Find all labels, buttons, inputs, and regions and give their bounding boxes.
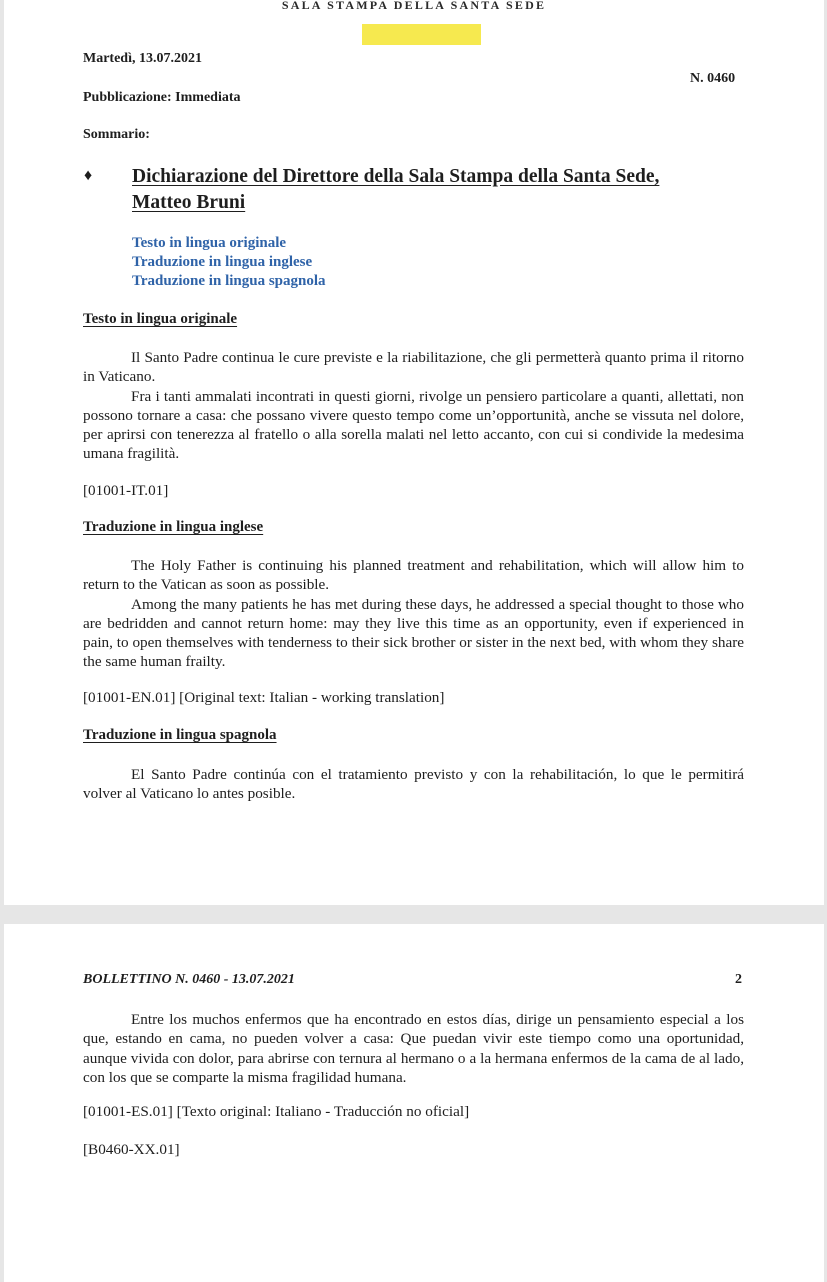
- bulletin-number: N. 0460: [690, 71, 736, 86]
- letterhead-title: SALA STAMPA DELLA SANTA SEDE: [281, 0, 547, 12]
- publication-status: Pubblicazione: Immediata: [83, 90, 241, 105]
- reference-code-english: [01001-EN.01] [Original text: Italian - working translation]: [83, 689, 445, 706]
- running-head: BOLLETTINO N. 0460 - 13.07.2021: [83, 972, 295, 987]
- bulletin-date: Martedì, 13.07.2021: [83, 51, 202, 66]
- document-page-2: [4, 924, 824, 1282]
- paragraph: Fra i tanti ammalati incontrati in questi giorni, rivolge un pensiero particolare a quanti, allettati, non possono tornare a casa: che possano vivere questo tempo come un’opportunità, anche se vissuta nel dolore, per aprirsi con tenerezza al fratello o alla sorella malati nel letto accanto, con cui si condivide la medesima umana fragilità.: [83, 387, 744, 463]
- section-body-italian: [83, 348, 744, 464]
- paragraph: El Santo Padre continúa con el tratamiento previsto y con la rehabilitación, lo que le permitirá volver al Vaticano lo antes posible.: [83, 766, 744, 803]
- paragraph: The Holy Father is continuing his planned treatment and rehabilitation, which will allow him to return to the Vatican as soon as possible.: [83, 557, 744, 594]
- summary-label: Sommario:: [83, 127, 150, 142]
- reference-code-italian: [01001-IT.01]: [83, 482, 169, 499]
- summary-links: [132, 234, 326, 291]
- paragraph: Among the many patients he has met during these days, he addressed a special thought to those who are bedridden and cannot return home: may they live this time as an opportunity, even if experienced in pain, to open themselves with tenderness to their sick brother or sister in the next bed, with whom they share the same human frailty.: [83, 595, 744, 671]
- section-heading-italian: Testo in lingua originale: [83, 311, 238, 327]
- section-heading-spanish: Traduzione in lingua spagnola: [83, 727, 277, 743]
- summary-title-line-2: Matteo Bruni: [132, 192, 246, 213]
- paragraph: Il Santo Padre continua le cure previste e la riabilitazione, che gli permetterà quanto prima il ritorno in Vaticano.: [83, 349, 744, 386]
- link-traduzione-inglese[interactable]: Traduzione in lingua inglese: [132, 254, 313, 270]
- reference-code-bulletin: [B0460-XX.01]: [83, 1141, 180, 1158]
- paragraph: Entre los muchos enfermos que ha encontrado en estos días, dirige un pensamiento especial a los que, estando en cama, no pueden volver a casa: Que puedan vivir este tiempo como una oportunidad, aunque vivida con dolor, para abrirse con ternura al hermano o a la hermana enfermos de la cama de al lado, con los que se comparte la misma fragilidad humana.: [83, 1011, 744, 1086]
- link-traduzione-spagnola[interactable]: Traduzione in lingua spagnola: [132, 273, 326, 289]
- summary-title-line-1: Dichiarazione del Direttore della Sala Stampa della Santa Sede,: [132, 166, 660, 187]
- document-page-1: [4, 0, 824, 905]
- section-body-english: [83, 556, 744, 672]
- letterhead-yellow-bar: [362, 24, 481, 45]
- section-body-spanish-part-1: [83, 765, 744, 804]
- page-number: 2: [735, 972, 742, 987]
- section-body-spanish-part-2: [83, 1010, 744, 1087]
- bullet-diamond-icon: ♦: [84, 167, 93, 184]
- section-heading-english: Traduzione in lingua inglese: [83, 519, 264, 535]
- link-testo-originale[interactable]: Testo in lingua originale: [132, 235, 287, 251]
- reference-code-spanish: [01001-ES.01] [Texto original: Italiano - Traducción no oficial]: [83, 1103, 470, 1120]
